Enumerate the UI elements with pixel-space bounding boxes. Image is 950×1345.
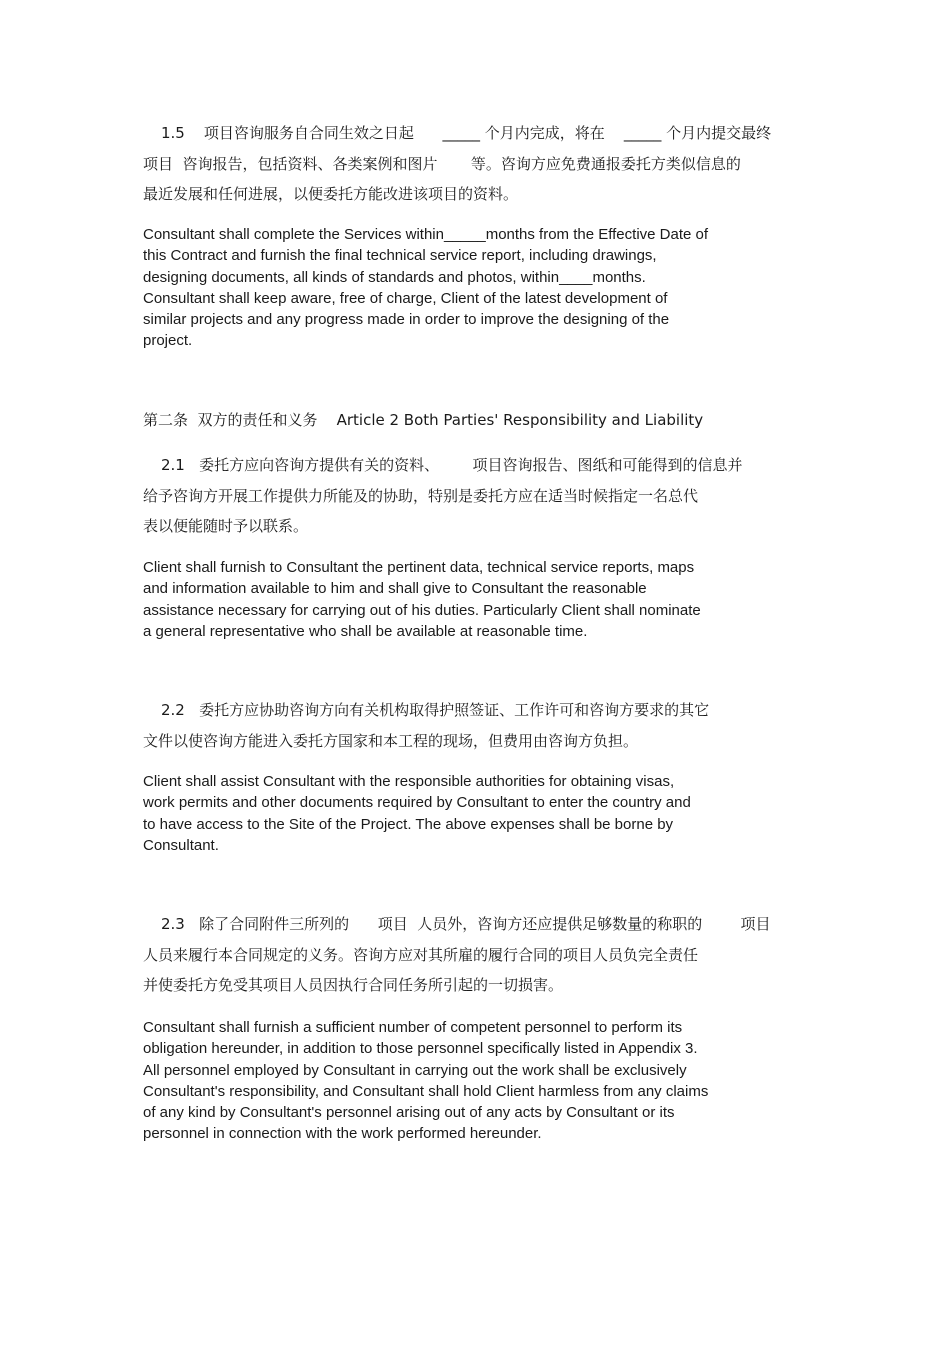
clause-2-3-chinese [143,909,770,1001]
clause-2-1-zh-line-3: 表以便能随时予以联系。 [143,517,309,535]
clause-1-5-en-line-1: Consultant shall complete the Services within_____months from the Effective Date of [143,226,709,243]
clause-1-5-zh-line-2: 项目 咨询报告，包括资料、各类案例和图片 等。咨询方应免费通报委托方类似信息的 [143,154,741,173]
clause-1-5-en-line-5: similar projects and any progress made in order to improve the designing of the [143,311,670,329]
clause-1-5-chinese [143,118,771,210]
clause-2-3-en-line-4: Consultant's responsibility, and Consultant shall hold Client harmless from any claims [143,1082,709,1100]
clause-2-1-en-line-4: a general representative who shall be available at reasonable time. [143,622,588,640]
clause-2-2-chinese [143,695,709,756]
clause-1-5-english [143,224,708,352]
clause-2-1-chinese [143,450,743,542]
clause-2-2-en-line-1: Client shall assist Consultant with the responsible authorities for obtaining visas, [143,773,675,790]
clause-2-3-en-line-6: personnel in connection with the work performed hereunder. [143,1125,542,1143]
clause-1-5-en-line-3: designing documents, all kinds of standards and photos, within____months. [143,268,646,286]
clause-2-3-en-line-1: Consultant shall furnish a sufficient number of competent personnel to perform its [143,1019,683,1036]
clause-2-2-en-line-4: Consultant. [143,836,219,854]
clause-2-1-zh-line-2: 给予咨询方开展工作提供力所能及的协助，特别是委托方应在适当时候指定一名总代 [143,486,699,505]
clause-2-1-en-line-3: assistance necessary for carrying out of his duties. Particularly Client shall nominate [143,601,701,619]
clause-1-5-en-line-4: Consultant shall keep aware, free of charge, Client of the latest development of [143,289,668,307]
clause-2-1-english [143,557,701,642]
clause-2-3-zh-line-2: 人员来履行本合同规定的义务。咨询方应对其所雇的履行合同的项目人员负完全责任 [143,945,699,964]
clause-2-2-english [143,771,691,856]
clause-2-1-zh-line-1: 2.1 委托方应向咨询方提供有关的资料、 项目咨询报告、图纸和可能得到的信息并 [161,456,743,474]
clause-1-5-zh-line-1: 1.5 项目咨询服务自合同生效之日起 _____ 个月内完成，将在 _____ 个月内提交最终 [161,124,772,142]
clause-1-5-en-line-6: project. [143,332,193,350]
clause-2-3-english [143,1017,708,1145]
clause-2-1-en-line-1: Client shall furnish to Consultant the pertinent data, technical service reports, maps [143,559,695,576]
clause-2-3-zh-line-1: 2.3 除了合同附件三所列的 项目 人员外，咨询方还应提供足够数量的称职的 项目 [161,915,771,933]
clause-2-3-en-line-3: All personnel employed by Consultant in carrying out the work shall be exclusively [143,1061,687,1079]
clause-2-2-zh-line-2: 文件以使咨询方能进入委托方国家和本工程的现场，但费用由咨询方负担。 [143,731,639,750]
clause-1-5-en-line-2: this Contract and furnish the final technical service report, including drawings, [143,247,657,265]
clause-2-3-en-line-2: obligation hereunder, in addition to those personnel specifically listed in Appendix 3. [143,1040,698,1058]
clause-2-2-en-line-2: work permits and other documents required by Consultant to enter the country and [143,794,691,812]
clause-2-1-en-line-2: and information available to him and shall give to Consultant the reasonable [143,580,647,598]
clause-1-5-zh-line-3: 最近发展和任何进展，以便委托方能改进该项目的资料。 [143,185,519,203]
clause-2-2-en-line-3: to have access to the Site of the Project. The above expenses shall be borne by [143,815,674,833]
clause-2-3-zh-line-3: 并使委托方免受其项目人员因执行合同任务所引起的一切损害。 [143,976,564,994]
clause-2-2-zh-line-1: 2.2 委托方应协助咨询方向有关机构取得护照签证、工作许可和咨询方要求的其它 [161,701,710,719]
article-2-heading: 第二条 双方的责任和义务 Article 2 Both Parties' Responsibility and Liability [143,411,704,429]
clause-2-3-en-line-5: of any kind by Consultant's personnel arising out of any acts by Consultant or its [143,1104,675,1122]
